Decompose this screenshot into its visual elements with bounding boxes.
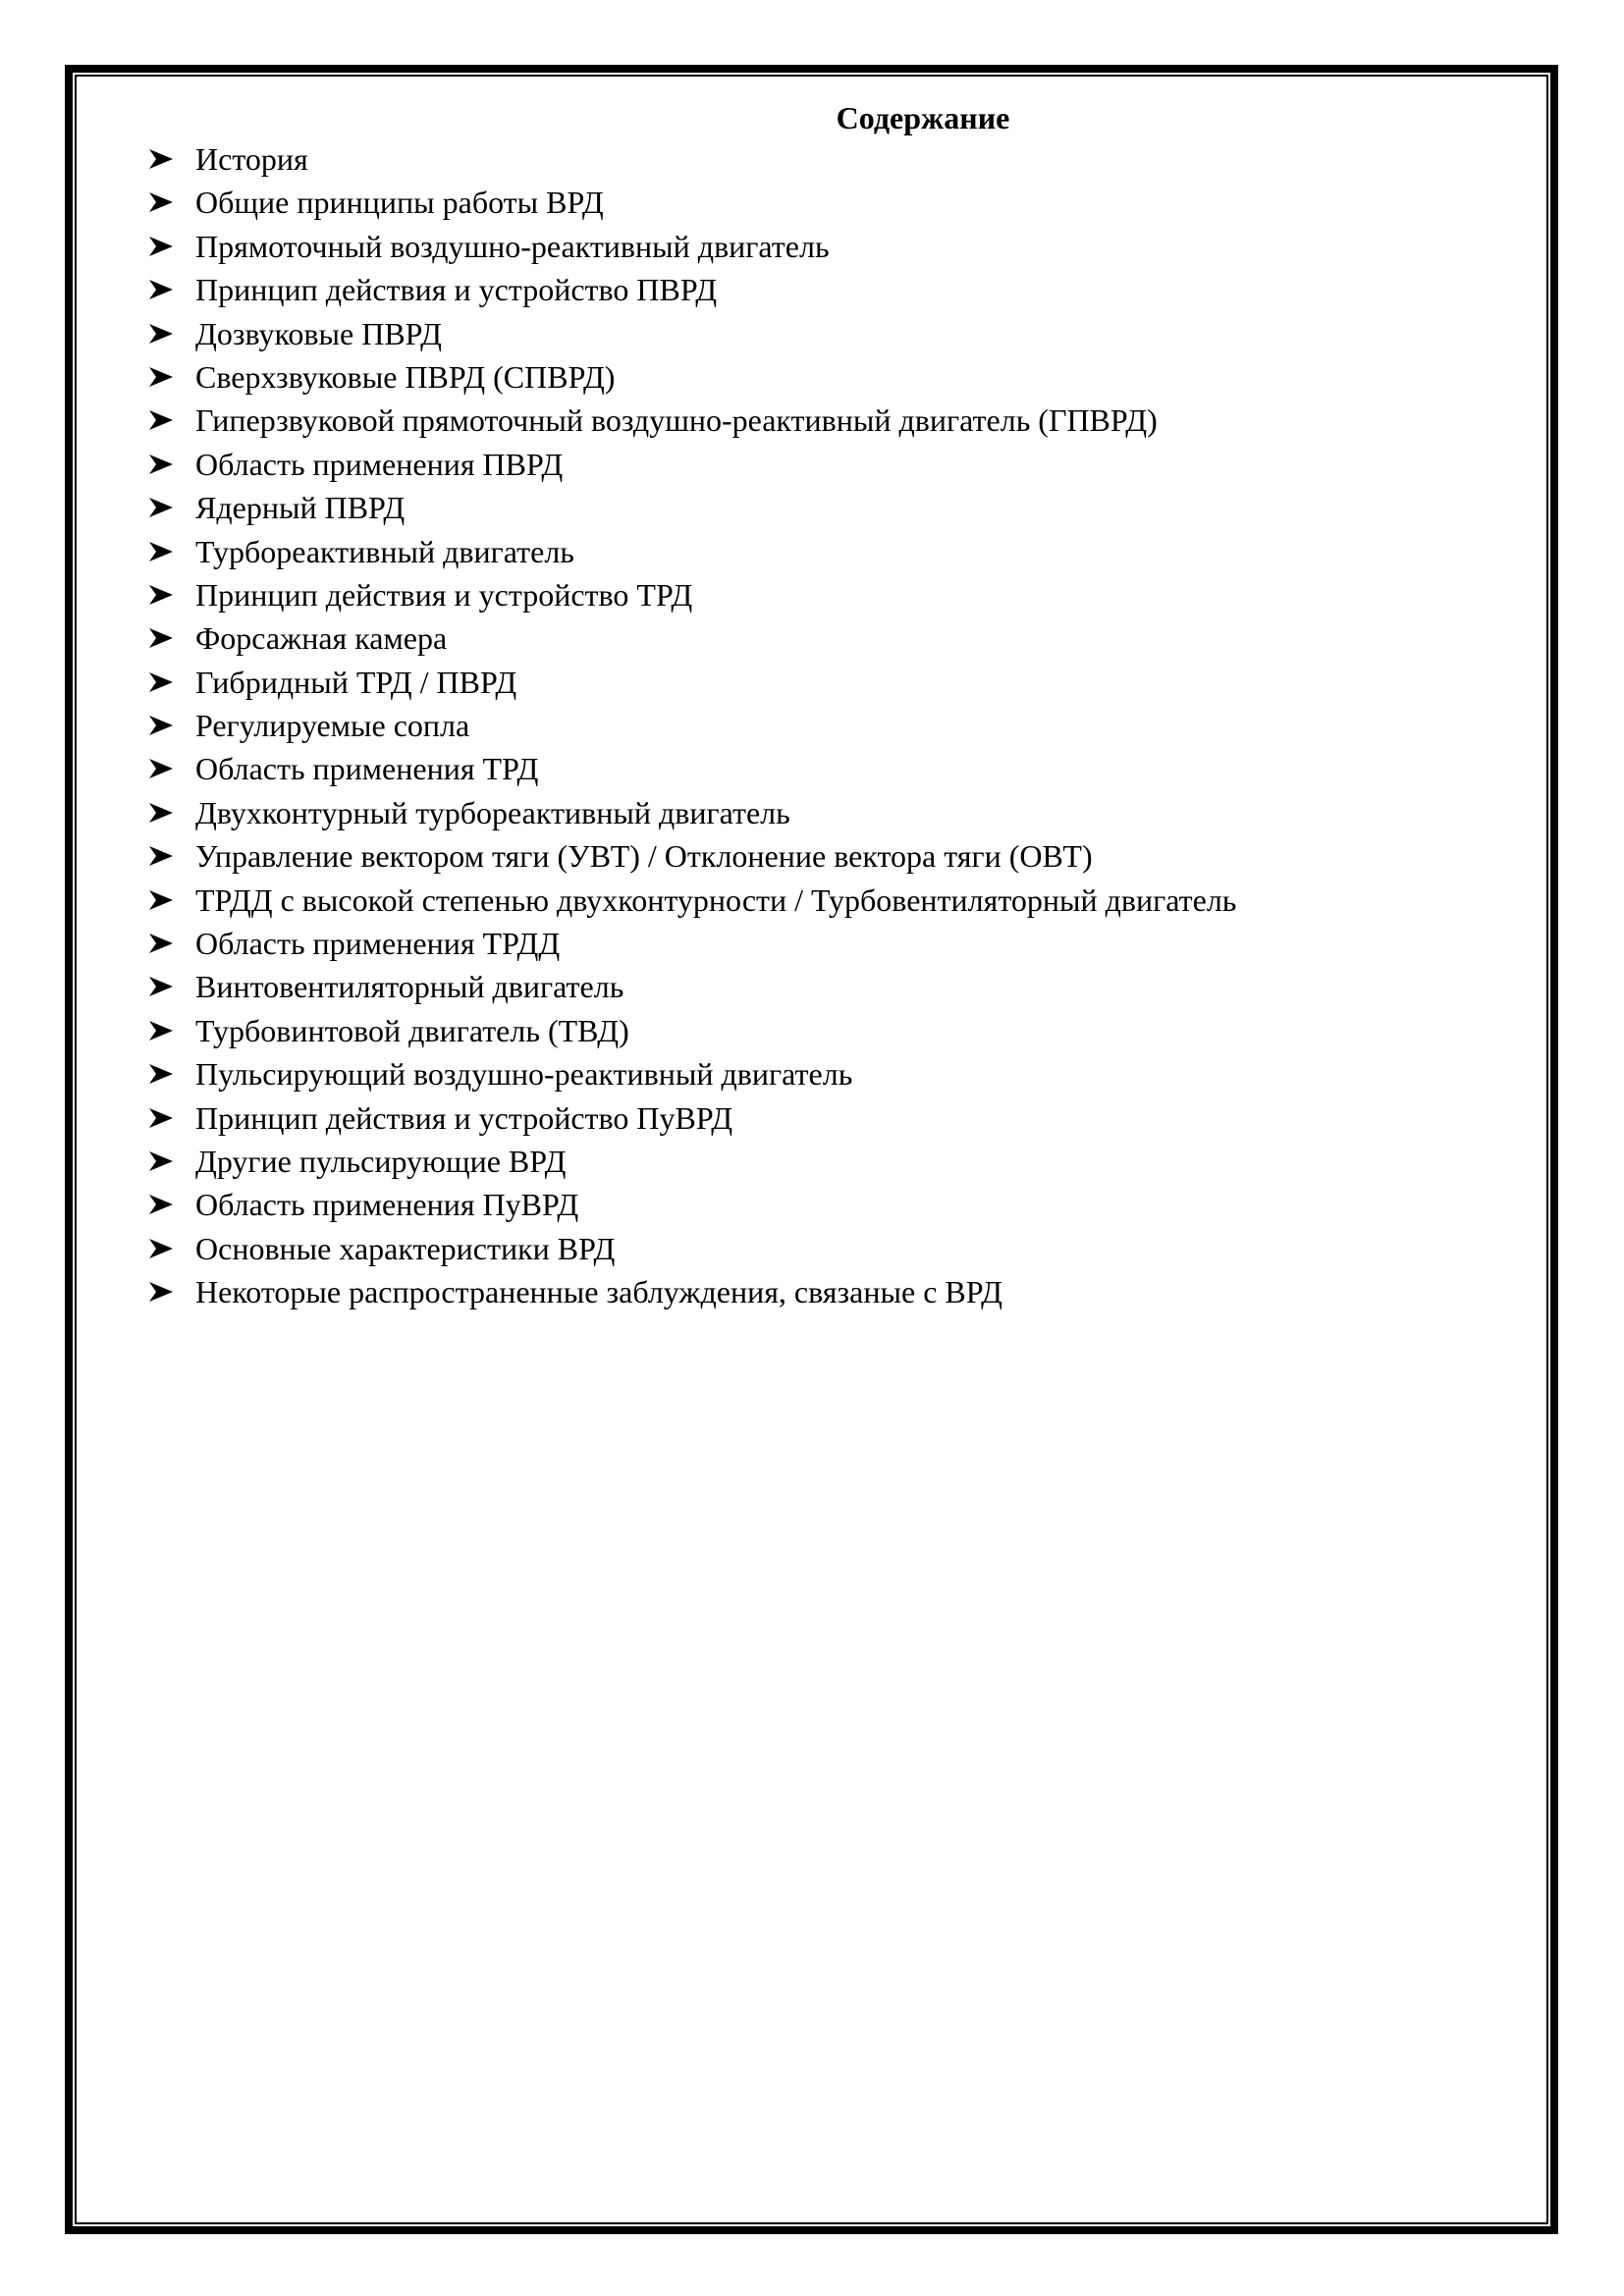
toc-item-label: Прямоточный воздушно-реактивный двигатель [195, 228, 830, 264]
arrowhead-bullet-icon [149, 237, 173, 256]
toc-item-label: Двухконтурный турбореактивный двигатель [195, 794, 790, 830]
arrowhead-bullet-icon [149, 934, 173, 953]
toc-item-label: Принцип действия и устройство ПуВРД [195, 1099, 733, 1136]
arrowhead-bullet-icon [149, 716, 173, 735]
toc-item-label: Область применения ПуВРД [195, 1187, 579, 1223]
arrowhead-bullet-icon [149, 672, 173, 692]
arrowhead-bullet-icon [149, 1064, 173, 1084]
arrowhead-bullet-icon [149, 628, 173, 648]
arrowhead-bullet-icon [149, 1239, 173, 1258]
arrowhead-bullet-icon [149, 280, 173, 299]
arrowhead-bullet-icon [149, 1021, 173, 1041]
toc-item-label: Гибридный ТРД / ПВРД [195, 664, 517, 700]
arrowhead-bullet-icon [149, 367, 173, 387]
arrowhead-bullet-icon [149, 410, 173, 430]
toc-item-label: Принцип действия и устройство ТРД [195, 576, 693, 613]
arrowhead-bullet-icon [149, 585, 173, 605]
toc-item-label: Форсажная камера [195, 620, 448, 657]
toc-item-label: Гиперзвуковой прямоточный воздушно-реактивный двигатель (ГПВРД) [195, 402, 1158, 439]
arrowhead-bullet-icon [149, 324, 173, 344]
toc-item-label: История [195, 141, 308, 177]
toc-item-label: Винтовентиляторный двигатель [195, 969, 624, 1005]
toc-item-label: Область применения ТРДД [195, 926, 561, 962]
arrowhead-bullet-icon [149, 454, 173, 474]
toc-item-label: Дозвуковые ПВРД [195, 315, 442, 351]
toc-item-label: Турбореактивный двигатель [195, 533, 574, 569]
toc-item-label: Принцип действия и устройство ПВРД [195, 272, 718, 308]
toc-item-label: ТРДД с высокой степенью двухконтурности / Турбовентиляторный двигатель [195, 881, 1237, 918]
toc-item-label: Общие принципы работы ВРД [195, 185, 604, 221]
toc-item-label: Некоторые распространенные заблуждения, связаные с ВРД [195, 1274, 1002, 1310]
arrowhead-bullet-icon [149, 846, 173, 866]
arrowhead-bullet-icon [149, 498, 173, 517]
arrowhead-bullet-icon [149, 759, 173, 778]
toc-item-label: Пульсирующий воздушно-реактивный двигатель [195, 1056, 853, 1093]
toc-item-label: Турбовинтовой двигатель (ТВД) [195, 1012, 629, 1048]
toc-item-label: Основные характеристики ВРД [195, 1230, 616, 1266]
arrowhead-bullet-icon [149, 542, 173, 561]
toc-title: Содержание [836, 100, 1010, 135]
toc-item-label: Регулируемые сопла [195, 708, 470, 744]
arrowhead-bullet-icon [149, 149, 173, 169]
arrowhead-bullet-icon [149, 890, 173, 910]
arrowhead-bullet-icon [149, 1282, 173, 1302]
arrowhead-bullet-icon [149, 1108, 173, 1128]
arrowhead-bullet-icon [149, 1151, 173, 1171]
toc-item-label: Область применения ТРД [195, 751, 539, 787]
toc-item-label: Ядерный ПВРД [195, 490, 406, 526]
toc-item-label: Область применения ПВРД [195, 446, 564, 482]
toc-item-label: Управление вектором тяги (УВТ) / Отклонение вектора тяги (ОВТ) [195, 838, 1093, 875]
arrowhead-bullet-icon [149, 977, 173, 996]
toc-item-label: Другие пульсирующие ВРД [195, 1143, 567, 1179]
toc-item-label: Сверхзвуковые ПВРД (СПВРД) [195, 358, 616, 395]
arrowhead-bullet-icon [149, 1195, 173, 1214]
arrowhead-bullet-icon [149, 192, 173, 212]
arrowhead-bullet-icon [149, 803, 173, 823]
